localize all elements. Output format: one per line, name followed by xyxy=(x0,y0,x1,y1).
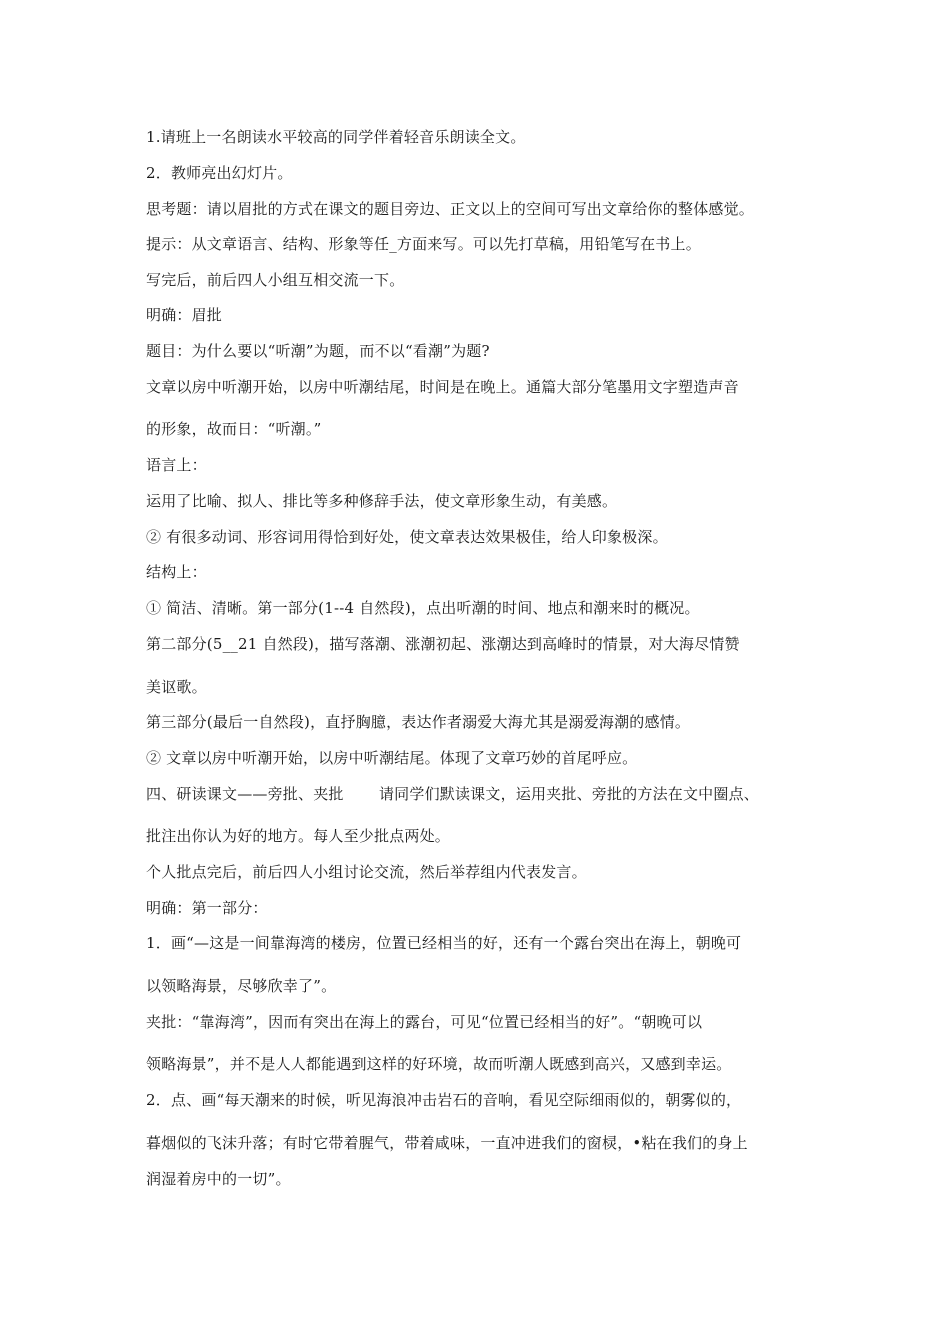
text-line: 2．点、画“每天潮来的时候，听见海浪冲击岩石的音响，看见空际细雨似的，朝雾似的， xyxy=(146,1091,742,1109)
text-line: 美讴歌。 xyxy=(146,678,207,696)
text-line: 提示：从文章语言、结构、形象等任_方面来写。可以先打草稿，用铅笔写在书上。 xyxy=(146,235,701,253)
text-line: 写完后，前后四人小组互相交流一下。 xyxy=(146,271,405,289)
text-line: ① 简洁、清晰。第一部分(1--4 自然段)，点出听潮的时间、地点和潮来时的概况。 xyxy=(146,599,700,617)
text-line: 题目：为什么要以“听潮”为题，而不以“看潮”为题? xyxy=(146,342,490,360)
text-line: 第二部分(5__21 自然段)，描写落潮、涨潮初起、涨潮达到高峰时的情景，对大海尽情赞 xyxy=(146,635,740,653)
text-line: 批注出你认为好的地方。每人至少批点两处。 xyxy=(146,827,451,845)
text-line: 四、研读课文——旁批、夹批 请同学们默读课文，运用夹批、旁批的方法在文中圈点、 xyxy=(146,785,759,803)
text-line: 运用了比喻、拟人、排比等多种修辞手法，使文章形象生动，有美感。 xyxy=(146,492,618,510)
text-line: 文章以房中听潮开始，以房中听潮结尾，时间是在晚上。通篇大部分笔墨用文字塑造声音 xyxy=(146,378,739,396)
text-line: 语言上： xyxy=(146,456,207,474)
text-line: 润湿着房中的一切”。 xyxy=(146,1170,291,1188)
text-line: 个人批点完后，前后四人小组讨论交流，然后举荐组内代表发言。 xyxy=(146,863,587,881)
text-line: 的形象，故而日：“听潮。” xyxy=(146,420,322,438)
text-line: 明确：第一部分： xyxy=(146,899,268,917)
text-line: 暮烟似的飞沫升落；有时它带着腥气，带着咸味，一直冲进我们的窗棂，•粘在我们的身上 xyxy=(146,1134,748,1152)
text-line: 2．教师亮出幻灯片。 xyxy=(146,164,293,182)
text-line: 领略海景”，并不是人人都能遇到这样的好环境，故而听潮人既感到高兴，又感到幸运。 xyxy=(146,1055,732,1073)
text-line: 思考题：请以眉批的方式在课文的题目旁边、正文以上的空间可写出文章给你的整体感觉。 xyxy=(146,200,755,218)
text-line: 明确：眉批 xyxy=(146,306,223,324)
text-line: 结构上： xyxy=(146,563,207,581)
text-line: 第三部分(最后一自然段)，直抒胸臆，表达作者溺爱大海尤其是溺爱海潮的感情。 xyxy=(146,713,691,731)
text-line: 1.请班上一名朗读水平较高的同学伴着轻音乐朗读全文。 xyxy=(146,128,526,146)
text-line: ② 文章以房中听潮开始，以房中听潮结尾。体现了文章巧妙的首尾呼应。 xyxy=(146,749,638,767)
text-line: 夹批：“靠海湾”，因而有突出在海上的露台，可见“位置已经相当的好”。“朝晚可以 xyxy=(146,1013,703,1031)
text-line: 以领略海景，尽够欣幸了”。 xyxy=(146,977,337,995)
text-line: ② 有很多动词、形容词用得恰到好处，使文章表达效果极佳，给人印象极深。 xyxy=(146,528,668,546)
text-line: 1．画“—这是一间靠海湾的楼房，位置已经相当的好，还有一个露台突出在海上，朝晚可 xyxy=(146,934,742,952)
